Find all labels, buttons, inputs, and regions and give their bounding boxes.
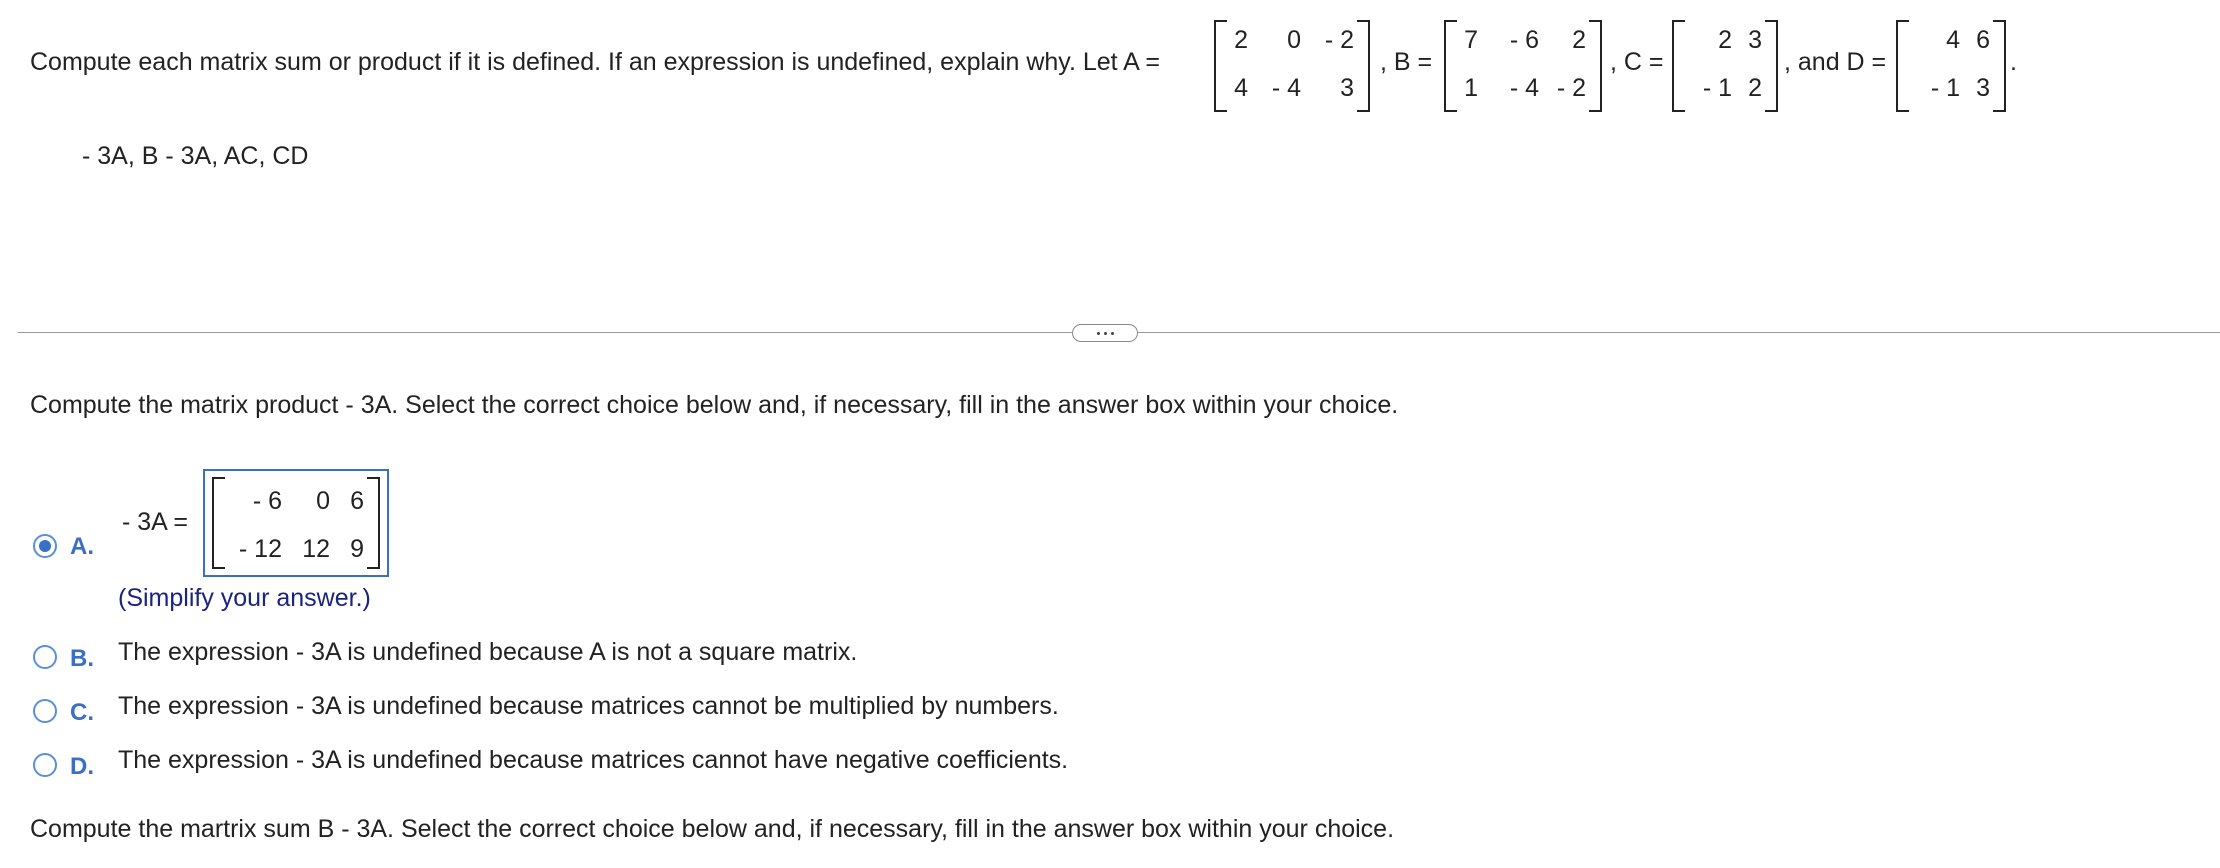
matrix-a (1214, 20, 1370, 112)
matrix-b-cell: - 6 (1509, 26, 1539, 54)
choice-a-letter: A. (70, 533, 94, 560)
matrix-a-cell: 2 (1234, 26, 1248, 54)
matrix-b-cell: - 2 (1556, 74, 1586, 102)
matrix-b-cell: 1 (1464, 74, 1478, 102)
expand-toggle-button[interactable] (1072, 324, 1138, 342)
answer-cell[interactable]: 12 (302, 535, 330, 563)
matrix-c-cell: 2 (1748, 74, 1762, 102)
matrix-a-cell: 4 (1234, 74, 1248, 102)
matrix-d-cell: 3 (1976, 74, 1990, 102)
choice-d-letter: D. (70, 753, 94, 780)
choice-c-text: The expression - 3A is undefined because matrices cannot be multiplied by numbers. (118, 692, 1059, 720)
separator-b: , B = (1380, 48, 1433, 76)
answer-matrix-box[interactable] (203, 469, 389, 577)
choice-d-text: The expression - 3A is undefined because matrices cannot have negative coefficients. (118, 746, 1069, 774)
matrix-c-cell: 3 (1748, 26, 1762, 54)
choice-c-radio[interactable] (33, 699, 57, 723)
choice-b-text: The expression - 3A is undefined because A is not a square matrix. (118, 638, 858, 666)
answer-matrix (212, 477, 380, 569)
matrix-d-cell: 4 (1946, 26, 1960, 54)
separator-d: , and D = (1784, 48, 1887, 76)
question-sum: Compute the martrix sum B - 3A. Select the correct choice below and, if necessary, fill in the answer box within your choice. (30, 815, 1395, 843)
matrix-b-cell: - 4 (1509, 74, 1539, 102)
choice-d-radio[interactable] (33, 753, 57, 777)
matrix-d (1896, 20, 2006, 112)
choice-b-letter: B. (70, 645, 94, 672)
separator-c: , C = (1610, 48, 1664, 76)
dot-icon (1104, 332, 1107, 335)
dot-icon (1097, 332, 1100, 335)
matrix-c-cell: 2 (1718, 26, 1732, 54)
matrix-a-cell: 3 (1340, 74, 1354, 102)
answer-cell[interactable]: 6 (350, 487, 364, 515)
answer-cell[interactable]: 0 (316, 487, 330, 515)
answer-cell[interactable]: - 12 (238, 535, 282, 563)
choice-b-radio[interactable] (33, 645, 57, 669)
matrix-b-cell: 7 (1464, 26, 1478, 54)
matrix-b (1444, 20, 1602, 112)
matrix-b-cell: 2 (1572, 26, 1586, 54)
matrix-c (1672, 20, 1778, 112)
expression-list: - 3A, B - 3A, AC, CD (82, 142, 309, 170)
matrix-a-cell: - 2 (1324, 26, 1354, 54)
prompt-end: . (2010, 48, 2017, 76)
matrix-a-cell: 0 (1287, 26, 1301, 54)
answer-cell[interactable]: 9 (350, 535, 364, 563)
dot-icon (1111, 332, 1114, 335)
choice-a-radio[interactable] (33, 534, 57, 558)
question-product: Compute the matrix product - 3A. Select the correct choice below and, if necessary, fill in the answer box within your choice. (30, 391, 1399, 419)
problem-statement: Compute each matrix sum or product if it is defined. If an expression is undefined, explain why. Let A = (30, 48, 1161, 76)
matrix-d-cell: - 1 (1930, 74, 1960, 102)
choice-c-letter: C. (70, 699, 94, 726)
answer-cell[interactable]: - 6 (252, 487, 282, 515)
matrix-c-cell: - 1 (1702, 74, 1732, 102)
choice-a-lhs: - 3A = (122, 508, 189, 536)
matrix-a-cell: - 4 (1271, 74, 1301, 102)
simplify-hint: (Simplify your answer.) (118, 584, 371, 612)
matrix-d-cell: 6 (1976, 26, 1990, 54)
